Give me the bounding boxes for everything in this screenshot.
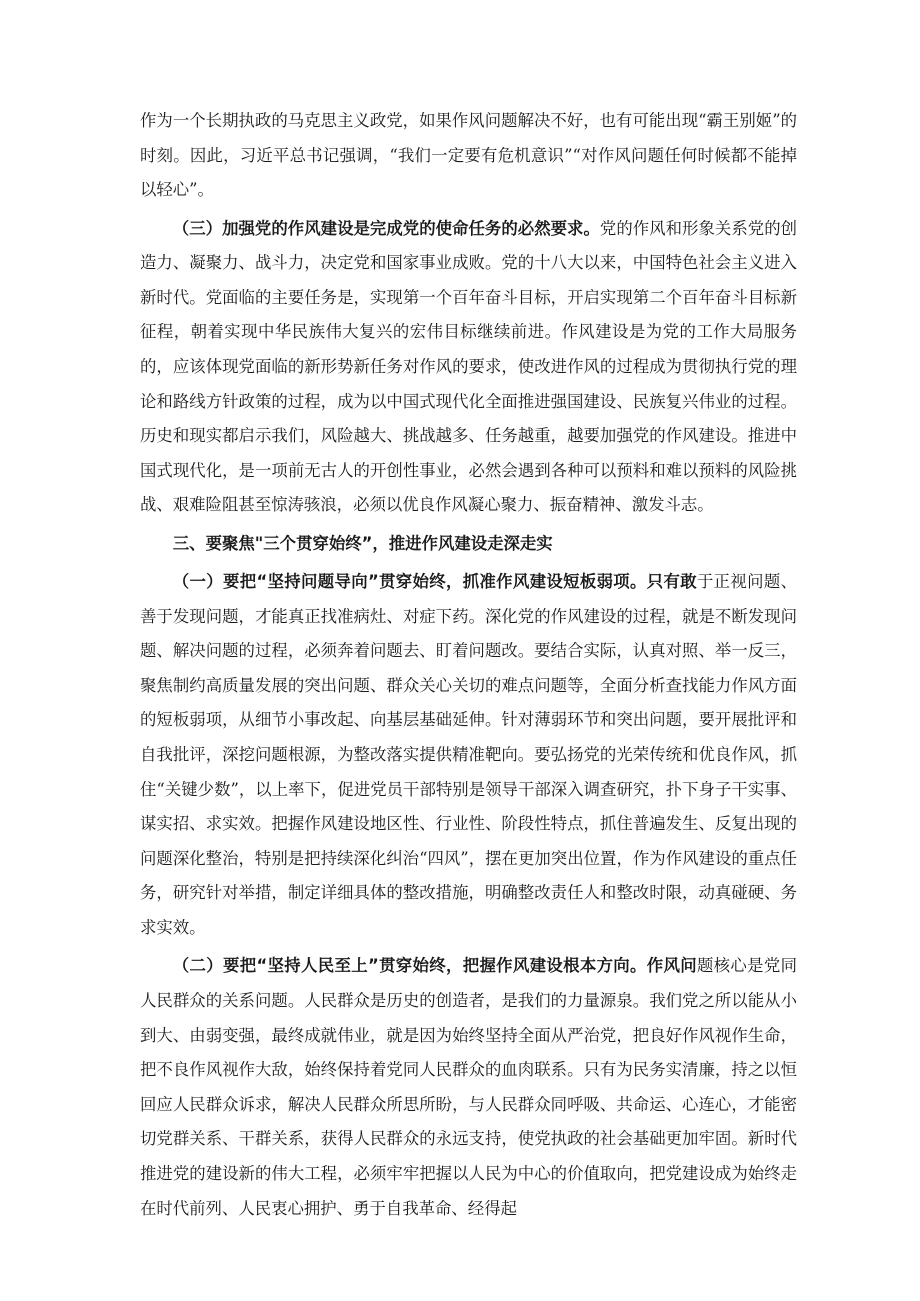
- paragraph-text: 作为一个长期执政的马克思主义政党，如果作风问题解决不好，也有可能出现“霸王别姬”的时刻。因此，习近平总书记强调，“我们一定要有危机意识”“对作风问题任何时候都不能掉以轻心”。: [140, 111, 797, 200]
- document-body: [140, 104, 797, 1226]
- paragraph-section-3-1: [140, 565, 797, 946]
- section-heading-3: 三、要聚焦"三个贯穿始终”，推进作风建设走深走实: [172, 533, 553, 553]
- paragraph-text: 题核心是党同人民群众的关系问题。人民群众是历史的创造者，是我们的力量源泉。我们党之所以能从小到大、由弱变强，最终成就伟业，就是因为始终坚持全面从严治党，把良好作风视作生命，把不良作风视作大敌，始终保持着党同人民群众的血肉联系。只有为民务实清廉，持之以恒回应人民群众诉求，解决人民群众所思所盼，与人民群众同呼吸、共命运、心连心，才能密切党群关系、干群关系，获得人民群众的永远支持，使党执政的社会基础更加牢固。新时代推进党的建设新的伟大工程，必须牢牢把握以人民为中心的价值取向，把党建设成为始终走在时代前列、人民衷心拥护、勇于自我革命、经得起: [140, 956, 797, 1218]
- paragraph-continuation: [140, 104, 797, 208]
- paragraph-lead-heading: （二）要把“坚持人民至上”贯穿始终，把握作风建设根本方向。作风问: [172, 956, 697, 976]
- paragraph-lead-heading: （三）加强党的作风建设是完成党的使命任务的必然要求。: [172, 218, 600, 238]
- paragraph-text: 于正视问题、善于发现问题，才能真正找准病灶、对症下药。深化党的作风建设的过程，就是不断发现问题、解决问题的过程，必须奔着问题去、盯着问题改。要结合实际，认真对照、举一反三，聚焦制约高质量发展的突出问题、群众关心关切的难点问题等，全面分析查找能力作风方面的短板弱项，从细节小事改起、向基层基础延伸。针对薄弱环节和突出问题，要开展批评和自我批评，深挖问题根源，为整改落实提供精准靶向。要弘扬党的光荣传统和优良作风，抓住“关键少数”，以上率下，促进党员干部特别是领导干部深入调查研究，扑下身子干实事、谋实招、求实效。把握作风建设地区性、行业性、阶段性特点，抓住普遍发生、反复出现的问题深化整治，特别是把持续深化纠治“四风”，摆在更加突出位置，作为作风建设的重点任务，研究针对举措，制定详细具体的整改措施，明确整改责任人和整改时限，动真碰硬、务求实效。: [140, 572, 797, 938]
- paragraph-section-2-3: [140, 212, 797, 523]
- paragraph-section-3-2: [140, 949, 797, 1226]
- paragraph-lead-heading: （一）要把“坚持问题导向”贯穿始终，抓准作风建设短板弱项。只有敢: [172, 572, 697, 592]
- paragraph-text: 党的作风和形象关系党的创造力、凝聚力、战斗力，决定党和国家事业成败。党的十八大以来，中国特色社会主义进入新时代。党面临的主要任务是，实现第一个百年奋斗目标，开启实现第二个百年奋斗目标新征程，朝着实现中华民族伟大复兴的宏伟目标继续前进。作风建设是为党的工作大局服务的，应该体现党面临的新形势新任务对作风的要求，使改进作风的过程成为贯彻执行党的理论和路线方针政策的过程，成为以中国式现代化全面推进强国建设、民族复兴伟业的过程。历史和现实都启示我们，风险越大、挑战越多、任务越重，越要加强党的作风建设。推进中国式现代化，是一项前无古人的开创性事业，必然会遇到各种可以预料和难以预料的风险挑战、艰难险阻甚至惊涛骇浪，必须以优良作风凝心聚力、振奋精神、激发斗志。: [140, 218, 798, 515]
